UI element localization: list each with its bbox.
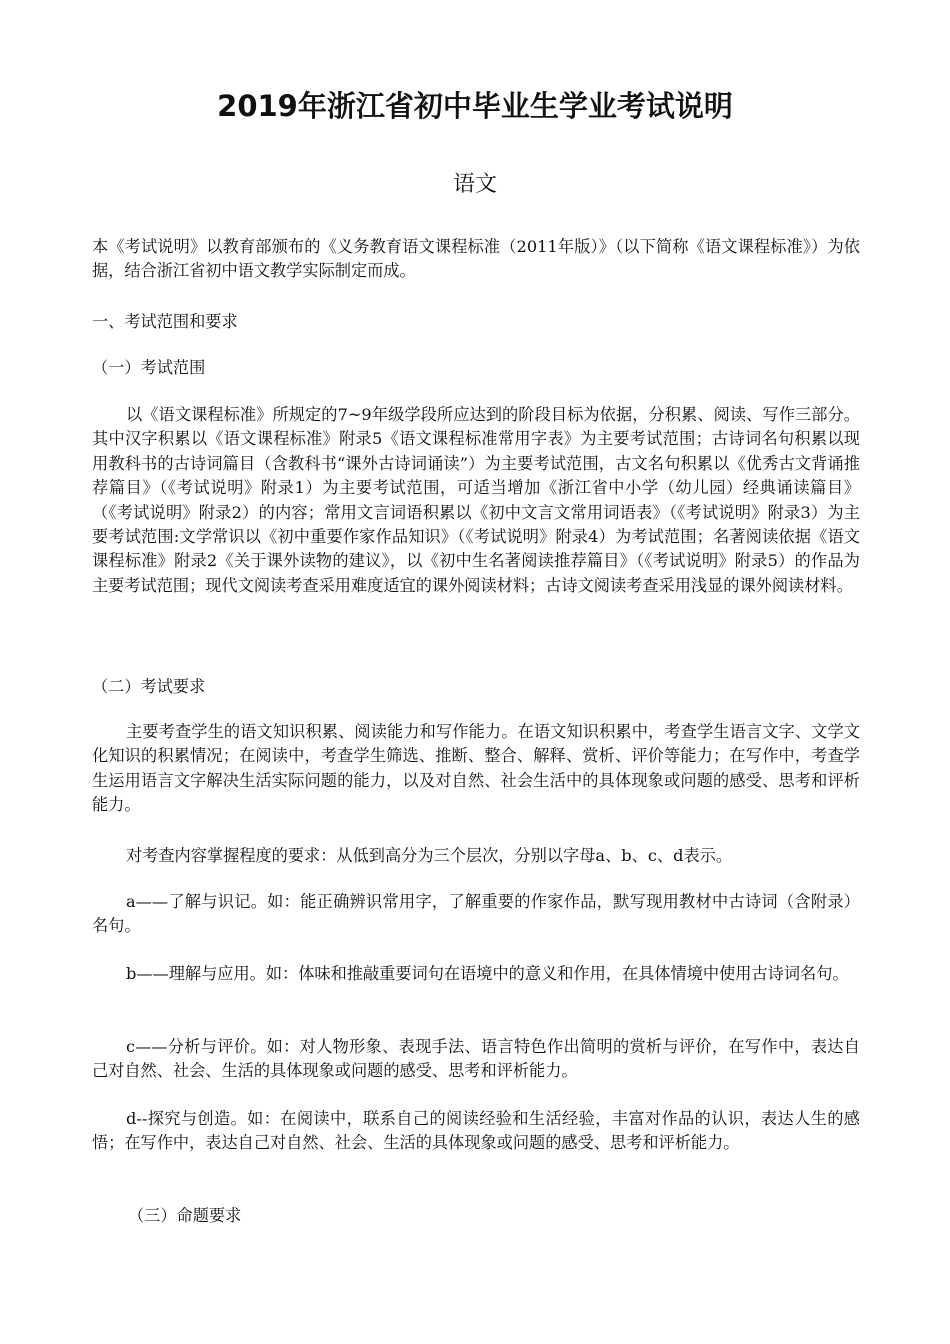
subsection-heading-exam-requirements: （二）考试要求	[92, 677, 206, 696]
level-a-paragraph: a——了解与识记。如：能正确辨识常用字，了解重要的作家作品，默写现用教材中古诗词（含附录）名句。	[92, 892, 860, 936]
exam-scope-paragraph: 以《语文课程标准》所规定的7~9年级学段所应达到的阶段目标为依据，分积累、阅读、写作三部分。其中汉字积累以《语文课程标准》附录5《语文课程标准常用字表》为主要考试范围；古诗词名句积累以现用教科书的古诗词篇目（含教科书“课外古诗词诵读”）为主要考试范围，古文名句积累以《优秀古文背诵推荐篇目》（《考试说明》附录1）为主要考试范围，可适当增加《浙江省中小学（幼儿园）经典诵读篇目》（《考试说明》附录2）的内容；常用文言词语积累以《初中文言文常用词语表》（《考试说明》附录3）为主要考试范围:文学常识以《初中重要作家作品知识》（《考试说明》附录4）为考试范围；名著阅读依据《语文课程标准》附录2《关于课外读物的建议》，以《初中生名著阅读推荐篇目》（《考试说明》附录5）的作品为主要考试范围；现代文阅读考查采用难度适宜的课外阅读材料；古诗文阅读考查采用浅显的课外阅读材料。	[92, 405, 860, 595]
exam-requirements-paragraph: 主要考查学生的语文知识积累、阅读能力和写作能力。在语文知识积累中，考查学生语言文字、文学文化知识的积累情况；在阅读中，考查学生筛选、推断、整合、解释、赏析、评价等能力；在写作中，考查学生运用语言文字解决生活实际问题的能力，以及对自然、社会生活中的具体现象或问题的感受、思考和评析能力。	[92, 722, 860, 815]
level-c-paragraph: c——分析与评价。如：对人物形象、表现手法、语言特色作出简明的赏析与评价，在写作中，表达自己对自然、社会、生活的具体现象或问题的感受、思考和评析能力。	[92, 1037, 860, 1081]
level-d-paragraph: d--探究与创造。如：在阅读中，联系自己的阅读经验和生活经验，丰富对作品的认识，表达人生的感悟；在写作中，表达自己对自然、社会、生活的具体现象或问题的感受、思考和评析能力。	[92, 1109, 860, 1153]
document-title: 2019年浙江省初中毕业生学业考试说明	[217, 89, 733, 123]
section-heading-scope-and-requirements: 一、考试范围和要求	[92, 312, 238, 331]
mastery-levels-intro: 对考查内容掌握程度的要求：从低到高分为三个层次，分别以字母a、b、c、d表示。	[126, 846, 733, 865]
subsection-heading-exam-scope: （一）考试范围	[92, 358, 206, 377]
intro-paragraph: 本《考试说明》以教育部颁布的《义务教育语文课程标准（2011年版）》（以下简称《语文课程标准》）为依据，结合浙江省初中语文教学实际制定而成。	[92, 237, 860, 281]
subsection-heading-item-requirements: （三）命题要求	[128, 1206, 242, 1225]
document-subject: 语文	[452, 172, 497, 197]
level-b-paragraph: b——理解与应用。如：体味和推敲重要词句在语境中的意义和作用，在具体情境中使用古诗词名句。	[126, 964, 849, 983]
